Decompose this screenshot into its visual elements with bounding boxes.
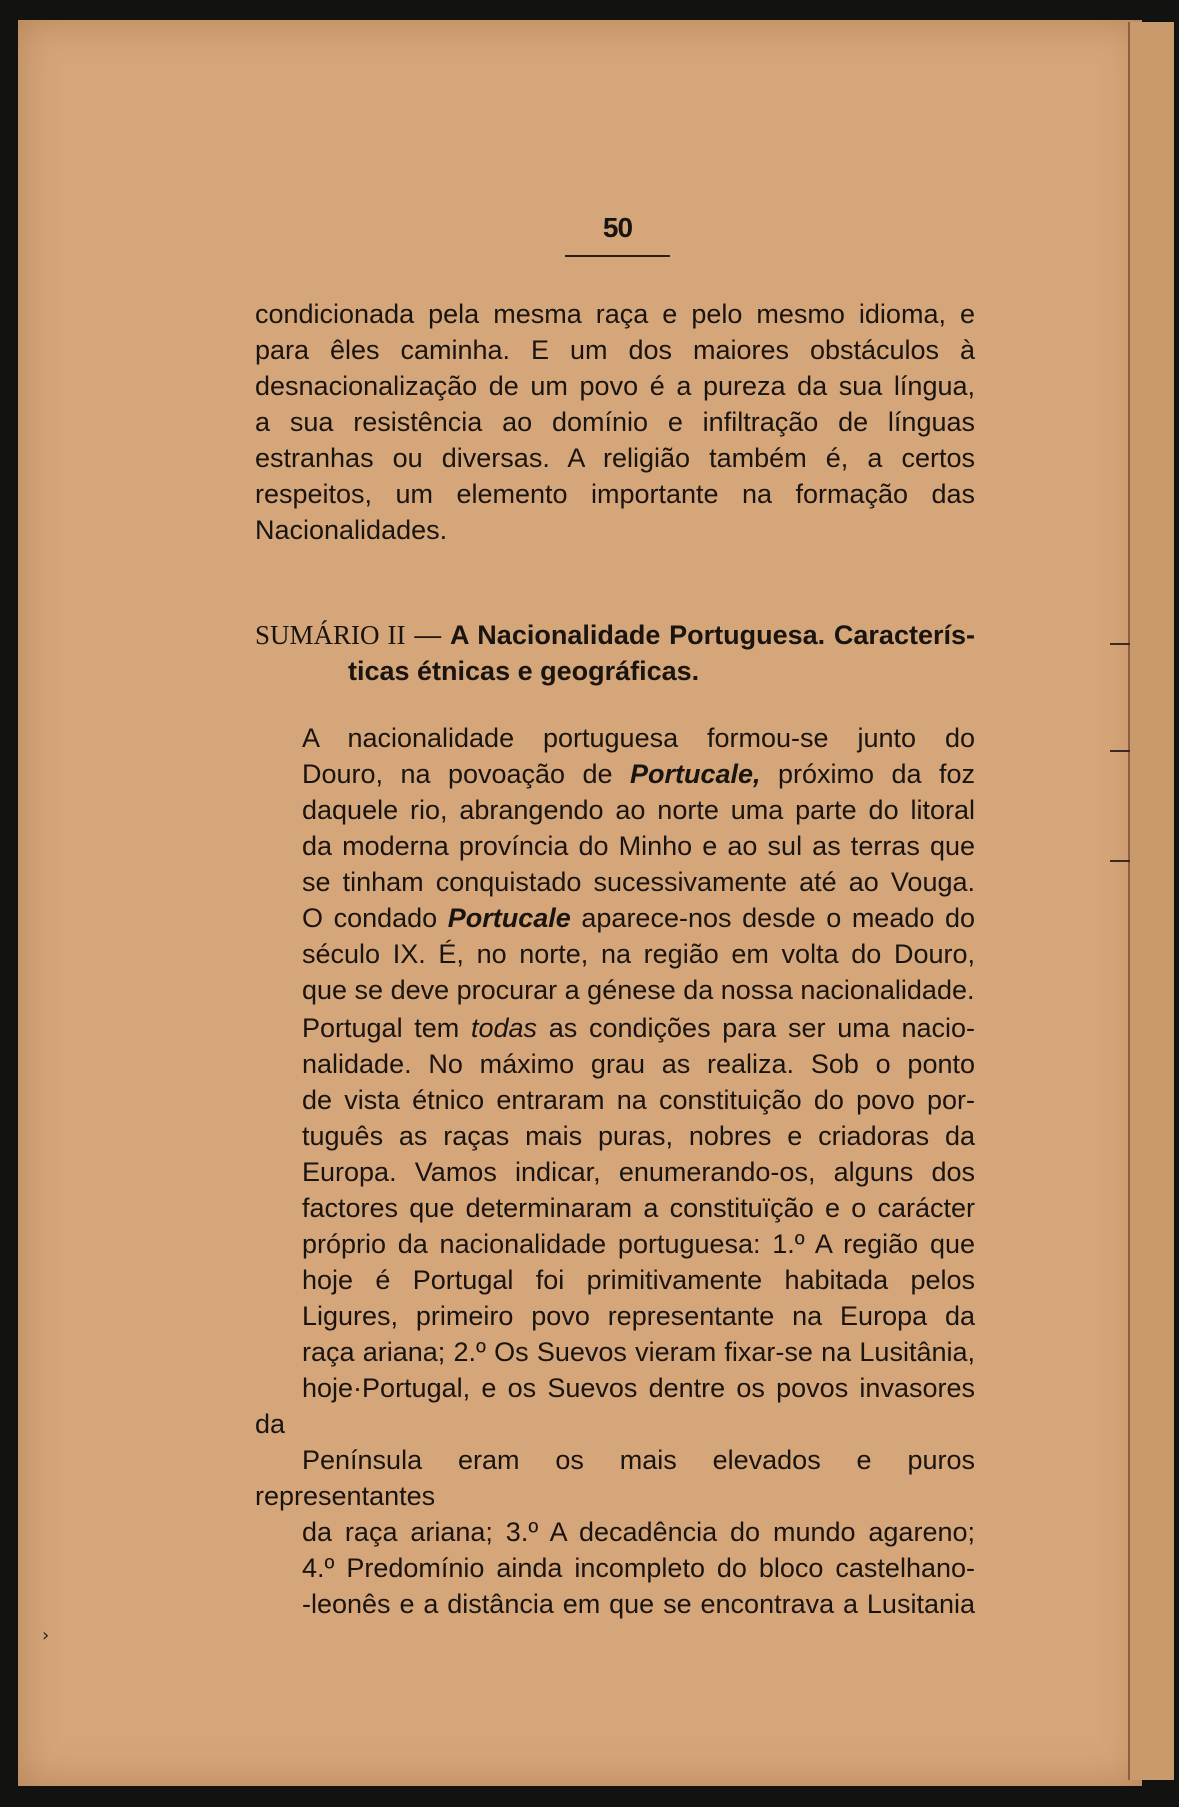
- heading-label: SUMÁRIO II: [255, 620, 406, 650]
- text-line: próprio da nacionalidade portuguesa: 1.º A região que: [302, 1229, 975, 1259]
- text-line: Nacionalidades.: [255, 515, 448, 545]
- place-name: Portucale: [447, 903, 571, 933]
- margin-mark: [1110, 750, 1130, 752]
- text-line: a sua resistência ao domínio e infiltração de línguas: [255, 407, 975, 437]
- heading-title: A Nacionalidade Portuguesa. Caracterís-: [450, 620, 975, 650]
- margin-mark: [1110, 860, 1130, 862]
- text-line: Península eram os mais elevados e puros representantes: [255, 1445, 975, 1511]
- paragraph-continuation: [255, 296, 975, 548]
- paragraph: [255, 720, 975, 1008]
- text-line: estranhas ou diversas. A religião também é, a certos: [255, 443, 975, 473]
- heading-dash: —: [405, 620, 451, 650]
- text-line: tuguês as raças mais puras, nobres e criadoras da: [302, 1121, 975, 1151]
- text-line: hoje·Portugal, e os Suevos dentre os povos invasores da: [255, 1373, 975, 1439]
- emphasis: todas: [471, 1013, 538, 1043]
- text-line: desnacionalização de um povo é a pureza da sua língua,: [255, 371, 975, 401]
- text-line: 4.º Predomínio ainda incompleto do bloco castelhano-: [302, 1553, 975, 1583]
- text-line: Douro, na povoação de Portucale, próximo da foz: [302, 759, 975, 789]
- section-heading: [255, 617, 975, 689]
- paragraph: [255, 1010, 975, 1622]
- text-line: condicionada pela mesma raça e pelo mesmo idioma, e: [255, 299, 975, 329]
- text-line: -leonês e a distância em que se encontrava a Lusitania: [302, 1589, 975, 1619]
- text-line: daquele rio, abrangendo ao norte uma parte do litoral: [302, 795, 975, 825]
- text-line: se tinham conquistado sucessivamente até ao Vouga.: [302, 867, 975, 897]
- page-number: 50: [602, 212, 633, 243]
- text-line: O condado Portucale aparece-nos desde o meado do: [302, 903, 975, 933]
- text-line: Portugal tem todas as condições para ser uma nacio-: [302, 1013, 976, 1043]
- text-line: nalidade. No máximo grau as realiza. Sob o ponto: [302, 1049, 975, 1079]
- stray-mark: ›: [42, 1625, 50, 1646]
- place-name: Portucale,: [630, 759, 761, 789]
- page-edge: [1128, 22, 1174, 1780]
- text-line: da moderna província do Minho e ao sul as terras que: [302, 831, 975, 861]
- page-number-rule: [565, 255, 670, 257]
- text-line: de vista étnico entraram na constituição do povo por-: [302, 1085, 975, 1115]
- text-line: século IX. É, no norte, na região em volta do Douro,: [302, 939, 975, 969]
- text-line: hoje é Portugal foi primitivamente habitada pelos: [302, 1265, 975, 1295]
- text-line: Ligures, primeiro povo representante na Europa da: [302, 1301, 975, 1331]
- text-line: respeitos, um elemento importante na formação das: [255, 479, 975, 509]
- text-line: da raça ariana; 3.º A decadência do mundo agareno;: [302, 1517, 975, 1547]
- text-line: factores que determinaram a constituïção e o carácter: [302, 1193, 975, 1223]
- text-line: para êles caminha. E um dos maiores obstáculos à: [255, 335, 975, 365]
- text-line: raça ariana; 2.º Os Suevos vieram fixar-se na Lusitânia,: [302, 1337, 975, 1367]
- text-line: A nacionalidade portuguesa formou-se junto do: [302, 723, 975, 753]
- heading-title-line2: ticas étnicas e geográficas.: [348, 656, 700, 686]
- margin-mark: [1110, 643, 1130, 645]
- text-line: Europa. Vamos indicar, enumerando-os, alguns dos: [302, 1157, 975, 1187]
- text-line: que se deve procurar a génese da nossa nacionalidade.: [302, 975, 975, 1005]
